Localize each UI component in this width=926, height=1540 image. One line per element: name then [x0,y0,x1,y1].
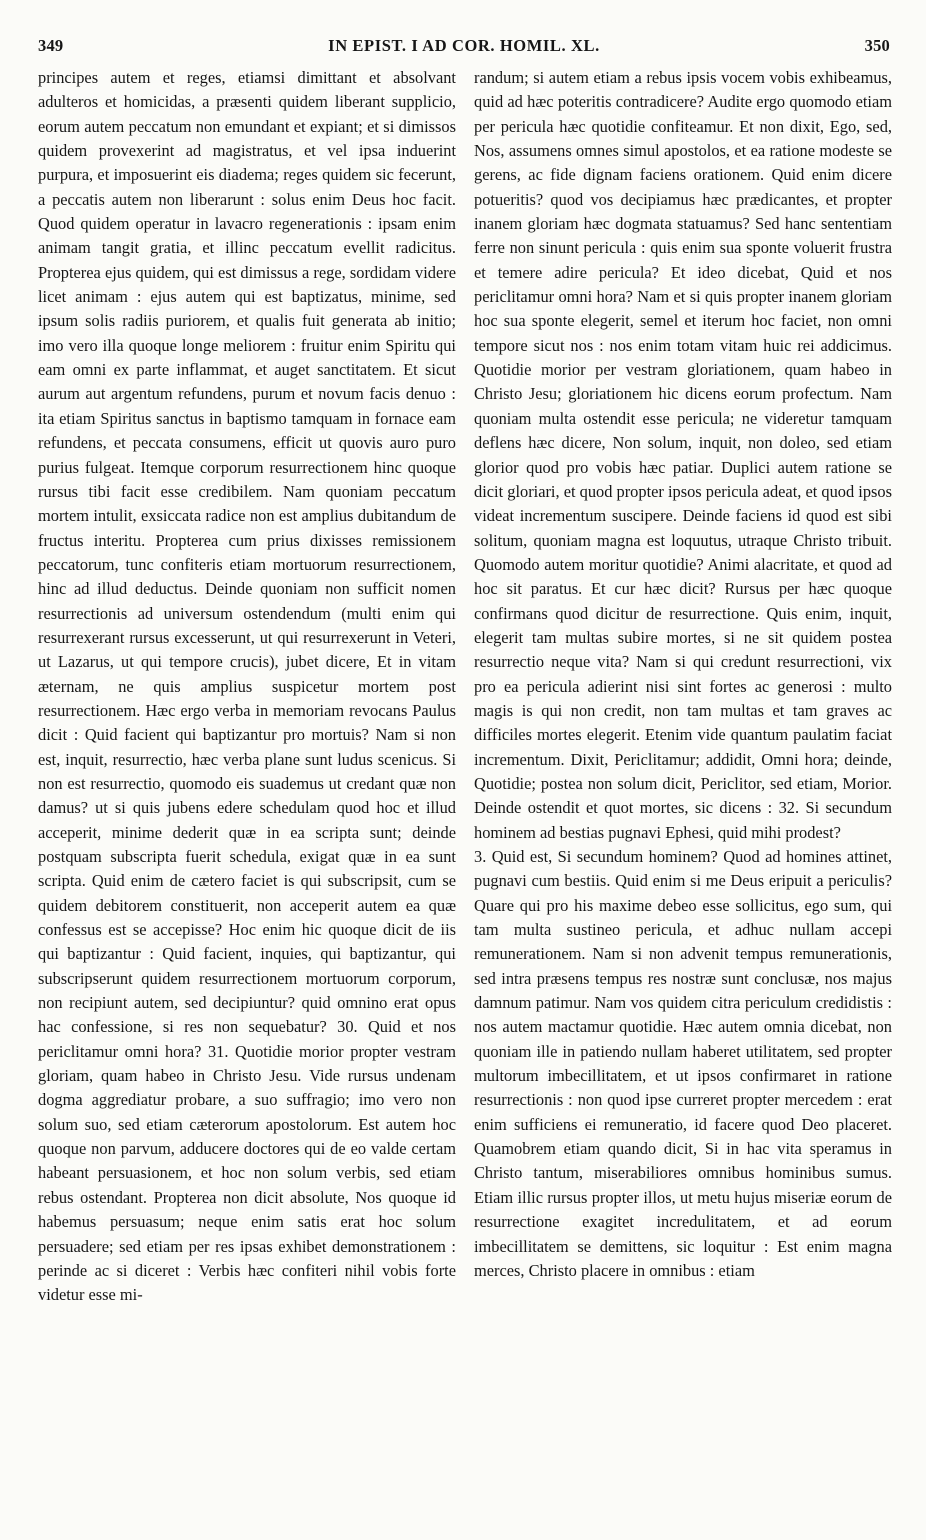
text-column-left [38,66,456,1524]
column-text-left: principes autem et reges, etiamsi dimittant et absolvant adulteros et homicidas, a præsenti quidem liberant supplicio, eorum autem peccatum non emundant et expiant; et si dimissos quidem provexerint ad magistratus, et vel ipsa induerint purpura, et imposuerint eis diadema; reges quidem sic fecerunt, a peccatis autem non liberarunt : solus enim Deus hoc facit. Quod quidem operatur in lavacro regenerationis : ipsam enim animam tangit gratia, et illinc peccatum evellit radicitus. Propterea ejus quidem, qui est dimissus a rege, sordidam videre licet animam : ejus autem qui est baptizatus, minime, sed ipsum solis radiis puriorem, et qualis fuit generata ab initio; imo vero illa quoque longe meliorem : fruitur enim Spiritu qui eam omni ex parte inflammat, et auget sanctitatem. Et sicut aurum aut argentum refundens, purum et novum facis denuo : ita etiam Spiritus sanctus in baptismo tamquam in fornace eam refundens, et peccata consumens, efficit ut quovis auro puro purius fulgeat. Itemque corporum resurrectionem hinc quoque rursus tibi facit esse credibilem. Nam quoniam peccatum mortem intulit, exsiccata radice non est amplius dubitandum de fructus interitu. Propterea cum prius dixisses remissionem peccatorum, tunc confiteris etiam mortuorum resurrectionem, hinc ad illud deductus. Deinde quoniam non sufficit nomen resurrectionis ad universum ostendendum (multi enim qui resurrexerant rursus excesserunt, ut qui resurrexerunt in Veteri, ut Lazarus, ut qui tempore crucis), jubet dicere, Et in vitam æternam, ne quis amplius suspicetur mortem post resurrectionem. Hæc ergo verba in memoriam revocans Paulus dicit : Quid facient qui baptizantur pro mortuis? Nam si non est, inquit, resurrectio, hæc verba plane sunt ludus scenicus. Si non est resurrectio, quomodo eis suademus ut credant quæ non damus? ut si quis jubens edere schedulam quod hoc et illud acceperit, minime dederit quæ in ea scripta sunt; deinde postquam subscripta fuerit schedula, exigat quæ in ea sunt scripta. Quid enim de cætero faciet is qui subscripsit, cum se quidem debitorem constituerit, non acceperit autem ea quæ confessus est se accepisse? Hoc enim hic quoque dicit de iis qui baptizantur : Quid facient, inquies, qui baptizantur, qui subscripserunt quidem resurrectionem mortuorum corporum, non recipiunt autem, sed decipiuntur? quid omnino erat opus hac confessione, si res non sequebatur? 30. Quid et nos periclitamur omni hora? 31. Quotidie morior propter vestram gloriam, quam habeo in Christo Jesu. Vide rursus undenam dogma aggrediatur probare, a suo suffragio; imo vero non solum suo, sed etiam cæterorum apostolorum. Est autem hoc quoque non parvum, adducere doctores qui de eo valde certam habeant persuasionem, et hoc non solum verbis, sed etiam rebus ostendant. Propterea non dicit absolute, Nos quoque id habemus persuasum; neque enim satis erat hoc solum persuadere; sed etiam per res ipsas exhibet demonstrationem : perinde ac si diceret : Verbis hæc confiteri nihil vobis forte videtur esse mi- [38,68,456,1305]
page-number-left: 349 [38,36,64,55]
text-column-right [474,66,892,1524]
page-number-right: 350 [864,36,890,55]
running-header [38,36,890,64]
running-title: IN EPIST. I AD COR. HOMIL. XL. [328,36,600,55]
column-text-right: randum; si autem etiam a rebus ipsis vocem vobis exhibeamus, quid ad hæc poteritis contradicere? Audite ergo quomodo etiam per pericula hæc quotidie confiteamur. Et non dixit, Ego, sed, Nos, assumens omnes simul apostolos, et ea ratione modeste se gerens, ac fide dignam faciens orationem. Quid enim dicere potueritis? quod vos decipiamus hæc prædicantes, et propter inanem gloriam hæc dogmata statuamus? Sed hanc sententiam ferre non sinunt pericula : quis enim sua sponte voluerit frustra et temere adire pericula? Et ideo dicebat, Quid et nos periclitamur omni hora? Nam et si quis propter inanem gloriam hoc sua sponte elegerit, semel et iterum hoc faciet, non omni tempore sicut nos : nos enim totam vitam huic rei addicimus. Quotidie morior per vestram gloriationem, quam habeo in Christo Jesu; gloriationem hic dicens eorum profectum. Nam quoniam multa ostendit esse pericula; ne videretur tamquam deflens hæc dicere, Non solum, inquit, non doleo, sed etiam glorior quod pro vobis hæc patiar. Duplici autem ratione se dicit gloriari, et quod propter ipsos pericula adeat, et quod ipsos videat incrementum suscipere. Deinde faciens id quod est sibi solitum, quoniam magna est loquutus, utraque Christo tribuit. Quomodo autem moritur quotidie? Animi alacritate, et quod ad hoc sit paratus. Et cur hæc dicit? Rursus per hæc quoque confirmans quod dicitur de resurrectione. Quis enim, inquit, elegerit tam multas subire mortes, si ne sit quidem postea resurrectio neque vita? Nam si qui credunt resurrectioni, vix pro ea pericula adierint nisi sint fortes ac generosi : multo magis is qui non credit, non tam multas et tam graves ac difficiles mortes elegerit. Etenim vide quantum paulatim faciat incrementum. Dixit, Periclitamur; addidit, Omni hora; deinde, Quotidie; postea non solum dicit, Periclitor, sed etiam, Morior. Deinde ostendit et quot mortes, sic dicens : 32. Si secundum hominem ad bestias pugnavi Ephesi, quid mihi prodest? 3. Quid est, Si secundum hominem? Quod ad homines attinet, pugnavi cum bestiis. Quid enim si me Deus eripuit a periculis? Quare qui pro his maxime debeo esse sollicitus, ego sum, qui tam multa sustineo pericula, et adhuc nullam accepi remunerationem. Nam si non advenit tempus remunerationis, sed intra præsens tempus res nostræ sunt conclusæ, nos majus damnum patimur. Nam vos quidem citra periculum credidistis : nos autem mactamur quotidie. Hæc autem omnia dicebat, non quoniam ille in patiendo nullam haberet utilitatem, sed propter multorum imbecillitatem, et ut ipsos confirmaret in ratione resurrectionis : non quod ipse curreret propter mercedem : erat enim sufficiens ei remuneratio, id facere quod Deo placeret. Quamobrem etiam quando dicit, Si in hac vita speramus in Christo tantum, miserabiliores omnibus hominibus sumus. Etiam illic rursus propter illos, ut metu hujus miseriæ eorum de resurrectione exagitet incredulitatem, et ad eorum imbecillitatem se demittens, sic loquitur : Est enim magna merces, Christo placere in omnibus : etiam [474,68,892,1280]
